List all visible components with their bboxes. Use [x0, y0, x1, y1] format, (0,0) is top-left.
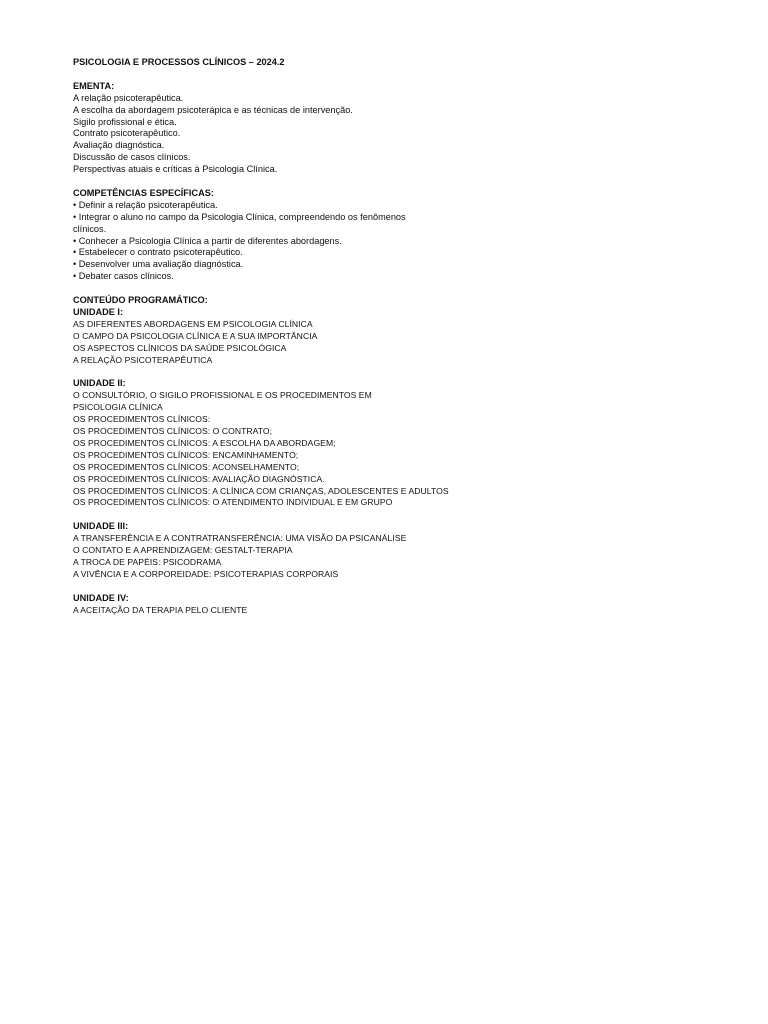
unidade-item: OS PROCEDIMENTOS CLÍNICOS: AVALIAÇÃO DIAGNÓSTICA. — [73, 473, 325, 484]
unidade-item: O CONSULTÓRIO, O SIGILO PROFISSIONAL E OS PROCEDIMENTOS EM PSICOLOGIA CLÍNICA — [73, 390, 372, 413]
unidade-item: A TRANSFERÊNCIA E A CONTRATRANSFERÊNCIA: UMA VISÃO DA PSICANÁLISE — [73, 533, 407, 544]
competencia-item: • Conhecer a Psicologia Clínica a partir de diferentes abordagens. — [73, 235, 342, 246]
document-title: PSICOLOGIA E PROCESSOS CLÍNICOS – 2024.2 — [73, 57, 285, 67]
unidade-item: A VIVÊNCIA E A CORPOREIDADE: PSICOTERAPIAS CORPORAIS — [73, 568, 339, 579]
unidade-item: OS PROCEDIMENTOS CLÍNICOS: ENCAMINHAMENTO; — [73, 449, 299, 460]
unidade-item: A RELAÇÃO PSICOTERAPÊUTICA — [73, 354, 213, 365]
unidade-item: A ACEITAÇÃO DA TERAPIA PELO CLIENTE — [73, 604, 248, 615]
unidade-item: OS PROCEDIMENTOS CLÍNICOS: A CLÍNICA COM CRIANÇAS, ADOLESCENTES E ADULTOS — [73, 485, 449, 496]
unidade-item: OS PROCEDIMENTOS CLÍNICOS: O CONTRATO; — [73, 426, 273, 437]
competencia-item: • Estabelecer o contrato psicoterapêutico. — [73, 247, 243, 258]
ementa-item: A relação psicoterapêutica. — [73, 92, 184, 103]
unidade-item: OS ASPECTOS CLÍNICOS DA SAÚDE PSICOLÓGICA — [73, 342, 287, 353]
spacer — [73, 283, 733, 295]
unidade-item: O CAMPO DA PSICOLOGIA CLÍNICA E A SUA IMPORTÂNCIA — [73, 330, 318, 341]
competencia-item: • Integrar o aluno no campo da Psicologia Clínica, compreendendo os fenômenos clínicos. — [73, 211, 406, 234]
conteudo-heading: CONTEÚDO PROGRAMÁTICO: — [73, 295, 208, 306]
ementa-item: Perspectivas atuais e críticas à Psicologia Clínica. — [73, 164, 278, 175]
unidade-item: OS PROCEDIMENTOS CLÍNICOS: ACONSELHAMENTO; — [73, 461, 300, 472]
unidade-item: O CONTATO E A APRENDIZAGEM: GESTALT-TERAPIA — [73, 545, 293, 556]
competencia-item: • Debater casos clínicos. — [73, 271, 174, 282]
ementa-item: Sigilo profissional e ética. — [73, 116, 177, 127]
unidade-heading: UNIDADE III: — [73, 521, 129, 532]
unidade-heading: UNIDADE II: — [73, 378, 126, 389]
spacer — [73, 367, 733, 379]
unidade-item: OS PROCEDIMENTOS CLÍNICOS: A ESCOLHA DA ABORDAGEM; — [73, 437, 336, 448]
document-page — [73, 57, 733, 617]
unidade-heading: UNIDADE IV: — [73, 592, 129, 603]
ementa-item: Contrato psicoterapêutico. — [73, 128, 181, 139]
unidade-heading: UNIDADE I: — [73, 306, 124, 317]
competencia-item: • Desenvolver uma avaliação diagnóstica. — [73, 259, 244, 270]
ementa-heading: EMENTA: — [73, 80, 115, 91]
spacer — [73, 509, 733, 521]
spacer — [73, 581, 733, 593]
ementa-item: Discussão de casos clínicos. — [73, 152, 191, 163]
unidade-item: OS PROCEDIMENTOS CLÍNICOS: O ATENDIMENTO INDIVIDUAL E EM GRUPO — [73, 497, 393, 508]
competencia-item: • Definir a relação psicoterapêutica. — [73, 199, 218, 210]
spacer — [73, 69, 733, 81]
ementa-item: A escolha da abordagem psicoterápica e as técnicas de intervenção. — [73, 104, 353, 115]
unidade-item: A TROCA DE PAPÉIS: PSICODRAMA — [73, 556, 222, 567]
spacer — [73, 176, 733, 188]
unidade-item: AS DIFERENTES ABORDAGENS EM PSICOLOGIA CLÍNICA — [73, 318, 313, 329]
competencias-heading: COMPETÊNCIAS ESPECÍFICAS: — [73, 187, 214, 198]
unidade-item: OS PROCEDIMENTOS CLÍNICOS: — [73, 414, 211, 425]
ementa-item: Avaliação diagnóstica. — [73, 140, 165, 151]
